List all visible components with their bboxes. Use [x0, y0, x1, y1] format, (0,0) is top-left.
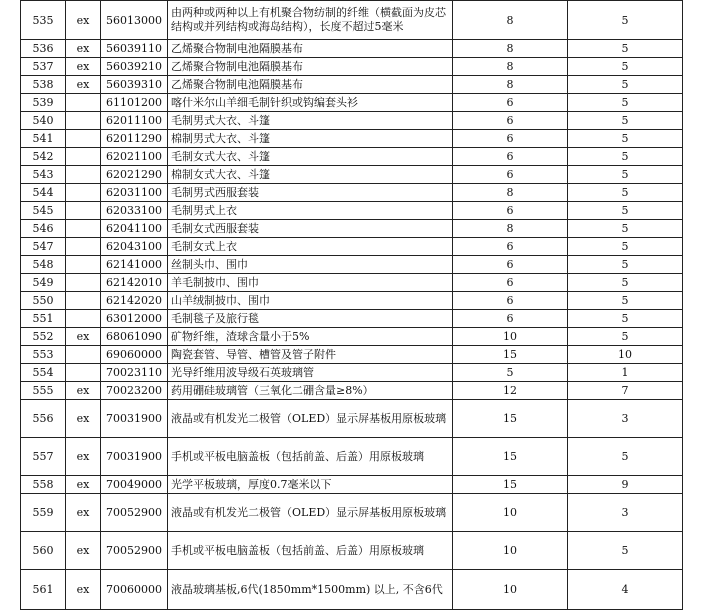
ex-marker-cell: ex: [66, 476, 101, 494]
rate-a-cell: 6: [453, 256, 568, 274]
rate-b-cell: 5: [568, 1, 683, 40]
rate-a-cell: 8: [453, 76, 568, 94]
row-number-cell: 559: [21, 494, 66, 532]
rate-b-cell: 5: [568, 438, 683, 476]
tariff-code-cell: 62141000: [101, 256, 168, 274]
tariff-code-cell: 68061090: [101, 328, 168, 346]
row-number-cell: 535: [21, 1, 66, 40]
table-row: [21, 400, 683, 438]
description-cell: 山羊绒制披巾、围巾: [168, 292, 453, 310]
description-cell: 药用硼硅玻璃管（三氧化二硼含量≥8%）: [168, 382, 453, 400]
description-cell: 陶瓷套管、导管、槽管及管子附件: [168, 346, 453, 364]
table-row: [21, 364, 683, 382]
ex-marker-cell: ex: [66, 1, 101, 40]
rate-a-cell: 8: [453, 220, 568, 238]
row-number-cell: 538: [21, 76, 66, 94]
tariff-table-container: [20, 0, 683, 610]
description-cell: 毛制女式大衣、斗篷: [168, 148, 453, 166]
table-row: [21, 346, 683, 364]
ex-marker-cell: ex: [66, 382, 101, 400]
row-number-cell: 549: [21, 274, 66, 292]
rate-a-cell: 6: [453, 148, 568, 166]
rate-a-cell: 6: [453, 274, 568, 292]
row-number-cell: 546: [21, 220, 66, 238]
row-number-cell: 557: [21, 438, 66, 476]
rate-a-cell: 6: [453, 238, 568, 256]
row-number-cell: 558: [21, 476, 66, 494]
rate-a-cell: 12: [453, 382, 568, 400]
description-cell: 毛制女式西服套装: [168, 220, 453, 238]
ex-marker-cell: [66, 184, 101, 202]
tariff-code-cell: 62142020: [101, 292, 168, 310]
description-cell: 手机或平板电脑盖板（包括前盖、后盖）用原板玻璃: [168, 438, 453, 476]
ex-marker-cell: [66, 346, 101, 364]
table-row: [21, 94, 683, 112]
row-number-cell: 552: [21, 328, 66, 346]
rate-b-cell: 5: [568, 94, 683, 112]
ex-marker-cell: [66, 166, 101, 184]
table-row: [21, 328, 683, 346]
ex-marker-cell: ex: [66, 494, 101, 532]
rate-a-cell: 10: [453, 532, 568, 570]
description-cell: 液晶玻璃基板,6代(1850mm*1500mm) 以上, 不含6代: [168, 570, 453, 610]
rate-b-cell: 5: [568, 274, 683, 292]
tariff-code-cell: 62011100: [101, 112, 168, 130]
tariff-code-cell: 56039110: [101, 40, 168, 58]
rate-a-cell: 15: [453, 476, 568, 494]
description-cell: 棉制男式大衣、斗篷: [168, 130, 453, 148]
table-row: [21, 382, 683, 400]
table-row: [21, 184, 683, 202]
ex-marker-cell: ex: [66, 438, 101, 476]
row-number-cell: 544: [21, 184, 66, 202]
row-number-cell: 560: [21, 532, 66, 570]
tariff-code-cell: 69060000: [101, 346, 168, 364]
ex-marker-cell: [66, 220, 101, 238]
description-cell: 丝制头巾、围巾: [168, 256, 453, 274]
rate-b-cell: 7: [568, 382, 683, 400]
description-cell: 毛制女式上衣: [168, 238, 453, 256]
tariff-code-cell: 62021290: [101, 166, 168, 184]
tariff-code-cell: 56013000: [101, 1, 168, 40]
description-cell: 液晶或有机发光二极管（OLED）显示屏基板用原板玻璃: [168, 400, 453, 438]
description-cell: 光学平板玻璃，厚度0.7毫米以下: [168, 476, 453, 494]
rate-b-cell: 10: [568, 346, 683, 364]
rate-b-cell: 5: [568, 292, 683, 310]
rate-a-cell: 6: [453, 130, 568, 148]
rate-b-cell: 3: [568, 494, 683, 532]
rate-b-cell: 5: [568, 238, 683, 256]
table-row: [21, 148, 683, 166]
rate-b-cell: 5: [568, 130, 683, 148]
table-row: [21, 292, 683, 310]
rate-b-cell: 5: [568, 166, 683, 184]
row-number-cell: 553: [21, 346, 66, 364]
ex-marker-cell: [66, 202, 101, 220]
table-row: [21, 76, 683, 94]
rate-b-cell: 5: [568, 328, 683, 346]
row-number-cell: 550: [21, 292, 66, 310]
table-row: [21, 532, 683, 570]
rate-b-cell: 5: [568, 148, 683, 166]
rate-b-cell: 5: [568, 76, 683, 94]
rate-a-cell: 15: [453, 438, 568, 476]
description-cell: 毛制男式西服套装: [168, 184, 453, 202]
rate-a-cell: 6: [453, 112, 568, 130]
rate-a-cell: 6: [453, 94, 568, 112]
table-row: [21, 494, 683, 532]
ex-marker-cell: [66, 292, 101, 310]
tariff-code-cell: 56039310: [101, 76, 168, 94]
rate-b-cell: 5: [568, 40, 683, 58]
rate-a-cell: 8: [453, 184, 568, 202]
description-cell: 光导纤维用波导级石英玻璃管: [168, 364, 453, 382]
tariff-code-cell: 70031900: [101, 400, 168, 438]
row-number-cell: 556: [21, 400, 66, 438]
rate-b-cell: 5: [568, 310, 683, 328]
row-number-cell: 547: [21, 238, 66, 256]
rate-b-cell: 4: [568, 570, 683, 610]
ex-marker-cell: [66, 94, 101, 112]
table-row: [21, 1, 683, 40]
description-cell: 乙烯聚合物制电池隔膜基布: [168, 40, 453, 58]
ex-marker-cell: ex: [66, 532, 101, 570]
row-number-cell: 536: [21, 40, 66, 58]
ex-marker-cell: ex: [66, 40, 101, 58]
rate-a-cell: 10: [453, 494, 568, 532]
rate-a-cell: 6: [453, 292, 568, 310]
tariff-code-cell: 62021100: [101, 148, 168, 166]
rate-b-cell: 9: [568, 476, 683, 494]
tariff-code-cell: 70023200: [101, 382, 168, 400]
row-number-cell: 543: [21, 166, 66, 184]
tariff-code-cell: 62031100: [101, 184, 168, 202]
rate-a-cell: 6: [453, 202, 568, 220]
tariff-code-cell: 62142010: [101, 274, 168, 292]
table-row: [21, 40, 683, 58]
table-row: [21, 438, 683, 476]
tariff-code-cell: 62041100: [101, 220, 168, 238]
row-number-cell: 545: [21, 202, 66, 220]
tariff-code-cell: 70049000: [101, 476, 168, 494]
table-row: [21, 166, 683, 184]
tariff-code-cell: 70031900: [101, 438, 168, 476]
description-cell: 乙烯聚合物制电池隔膜基布: [168, 58, 453, 76]
tariff-code-cell: 70052900: [101, 532, 168, 570]
ex-marker-cell: [66, 274, 101, 292]
rate-b-cell: 5: [568, 202, 683, 220]
rate-b-cell: 3: [568, 400, 683, 438]
description-cell: 毛制男式大衣、斗篷: [168, 112, 453, 130]
ex-marker-cell: [66, 310, 101, 328]
rate-b-cell: 1: [568, 364, 683, 382]
ex-marker-cell: [66, 130, 101, 148]
rate-a-cell: 8: [453, 40, 568, 58]
ex-marker-cell: ex: [66, 400, 101, 438]
table-row: [21, 130, 683, 148]
ex-marker-cell: [66, 238, 101, 256]
row-number-cell: 551: [21, 310, 66, 328]
tariff-code-cell: 70023110: [101, 364, 168, 382]
row-number-cell: 555: [21, 382, 66, 400]
description-cell: 羊毛制披巾、围巾: [168, 274, 453, 292]
description-cell: 毛制毯子及旅行毯: [168, 310, 453, 328]
ex-marker-cell: [66, 256, 101, 274]
rate-a-cell: 15: [453, 400, 568, 438]
rate-b-cell: 5: [568, 184, 683, 202]
rate-a-cell: 6: [453, 166, 568, 184]
ex-marker-cell: ex: [66, 570, 101, 610]
rate-a-cell: 8: [453, 1, 568, 40]
table-row: [21, 112, 683, 130]
row-number-cell: 540: [21, 112, 66, 130]
row-number-cell: 554: [21, 364, 66, 382]
table-row: [21, 238, 683, 256]
ex-marker-cell: ex: [66, 58, 101, 76]
table-row: [21, 202, 683, 220]
tariff-code-cell: 56039210: [101, 58, 168, 76]
row-number-cell: 561: [21, 570, 66, 610]
rate-a-cell: 15: [453, 346, 568, 364]
description-cell: 棉制女式大衣、斗篷: [168, 166, 453, 184]
rate-b-cell: 5: [568, 532, 683, 570]
tariff-code-cell: 62043100: [101, 238, 168, 256]
rate-a-cell: 10: [453, 328, 568, 346]
ex-marker-cell: [66, 112, 101, 130]
description-cell: 喀什米尔山羊细毛制针织或钩编套头衫: [168, 94, 453, 112]
tariff-code-cell: 62011290: [101, 130, 168, 148]
description-cell: 液晶或有机发光二极管（OLED）显示屏基板用原板玻璃: [168, 494, 453, 532]
tariff-code-cell: 62033100: [101, 202, 168, 220]
row-number-cell: 537: [21, 58, 66, 76]
description-cell: 矿物纤维，渣球含量小于5%: [168, 328, 453, 346]
rate-b-cell: 5: [568, 220, 683, 238]
rate-b-cell: 5: [568, 58, 683, 76]
description-cell: 毛制男式上衣: [168, 202, 453, 220]
rate-b-cell: 5: [568, 256, 683, 274]
rate-a-cell: 10: [453, 570, 568, 610]
ex-marker-cell: ex: [66, 328, 101, 346]
table-row: [21, 310, 683, 328]
tariff-table: [20, 0, 683, 610]
row-number-cell: 541: [21, 130, 66, 148]
rate-a-cell: 8: [453, 58, 568, 76]
tariff-table-body: [21, 1, 683, 610]
table-row: [21, 58, 683, 76]
description-cell: 手机或平板电脑盖板（包括前盖、后盖）用原板玻璃: [168, 532, 453, 570]
ex-marker-cell: [66, 364, 101, 382]
table-row: [21, 220, 683, 238]
table-row: [21, 570, 683, 610]
description-cell: 由两种或两种以上有机聚合物纺制的纤维（横截面为皮芯结构或并列结构或海岛结构），长度不超过5毫米: [168, 1, 453, 40]
rate-b-cell: 5: [568, 112, 683, 130]
tariff-code-cell: 70052900: [101, 494, 168, 532]
ex-marker-cell: ex: [66, 76, 101, 94]
row-number-cell: 539: [21, 94, 66, 112]
rate-a-cell: 6: [453, 310, 568, 328]
table-row: [21, 274, 683, 292]
row-number-cell: 542: [21, 148, 66, 166]
ex-marker-cell: [66, 148, 101, 166]
table-row: [21, 256, 683, 274]
tariff-code-cell: 70060000: [101, 570, 168, 610]
tariff-code-cell: 63012000: [101, 310, 168, 328]
table-row: [21, 476, 683, 494]
rate-a-cell: 5: [453, 364, 568, 382]
row-number-cell: 548: [21, 256, 66, 274]
description-cell: 乙烯聚合物制电池隔膜基布: [168, 76, 453, 94]
tariff-code-cell: 61101200: [101, 94, 168, 112]
